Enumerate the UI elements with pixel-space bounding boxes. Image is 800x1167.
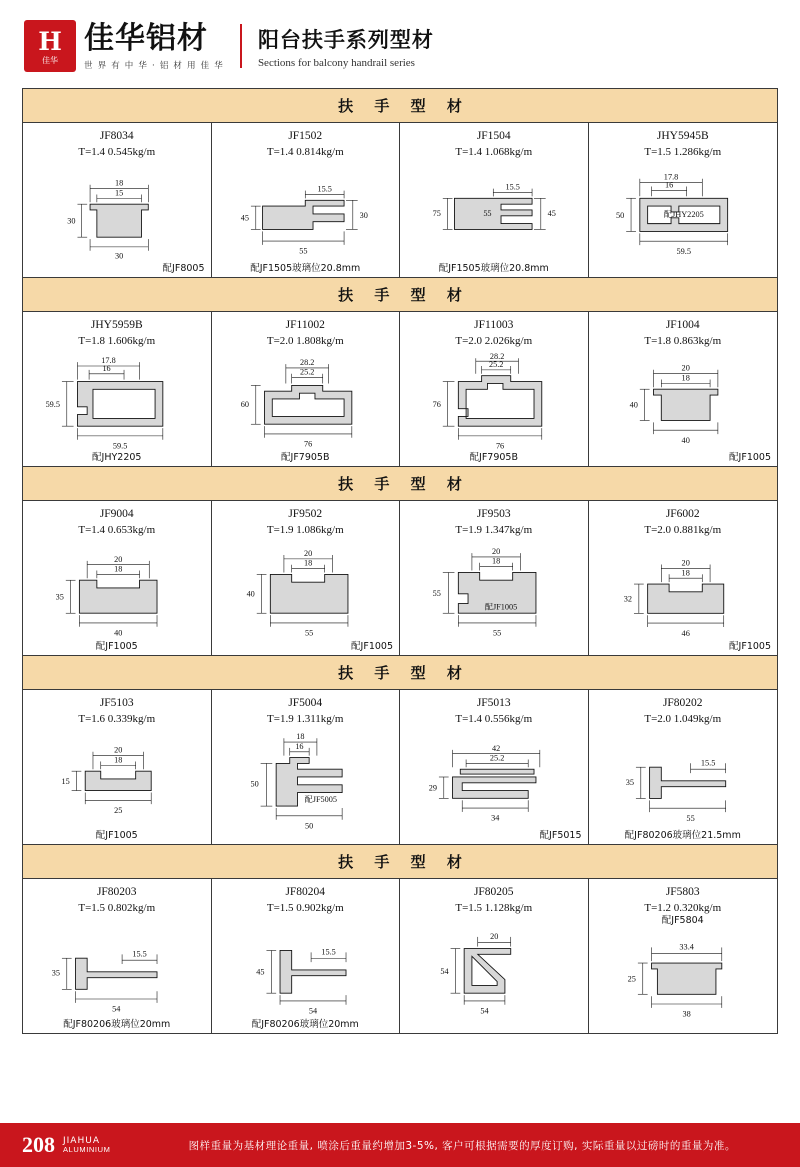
profile-figure [404,537,584,651]
svg-text:25.2: 25.2 [489,753,505,763]
profile-note: 配JF5015 [539,830,582,841]
svg-text:29: 29 [428,783,437,793]
svg-text:30: 30 [67,216,76,226]
profile-note: 配JF1505玻璃位20.8mm [250,263,361,274]
svg-text:15.5: 15.5 [320,947,336,957]
svg-text:17.8: 17.8 [101,356,116,366]
profile-code: JF80203 [96,886,137,898]
profile-spec: T=1.4 1.068kg/m [455,145,533,158]
svg-text:18: 18 [295,732,305,742]
svg-text:18: 18 [492,557,501,567]
svg-text:20: 20 [492,547,501,557]
svg-text:59.5: 59.5 [45,400,60,410]
svg-text:54: 54 [112,1004,121,1014]
footer-brand-en: ALUMINIUM [63,1144,111,1154]
svg-text:76: 76 [495,441,505,451]
company-slogan: 世 界 有 中 华 · 铝 材 用 佳 华 [84,60,224,71]
profile-figure [27,537,207,651]
svg-text:15.5: 15.5 [700,758,715,768]
page-title [258,24,776,69]
profile-code: JF5013 [476,697,511,709]
svg-text:54: 54 [480,1006,489,1016]
profile-spec: T=2.0 2.026kg/m [455,334,533,347]
profile-cell[interactable] [23,690,212,844]
svg-text:50: 50 [304,821,313,831]
profile-cell[interactable] [589,879,778,1033]
table-row [23,312,777,467]
profile-cell[interactable] [400,879,589,1033]
profile-note: 配JF1005 [729,452,771,463]
svg-text:55: 55 [298,247,307,257]
svg-text:33.4: 33.4 [678,942,694,952]
profile-spec: T=1.5 0.902kg/m [266,901,344,914]
svg-text:76: 76 [432,400,441,410]
svg-text:25: 25 [114,806,123,816]
profile-cell[interactable] [400,690,589,844]
svg-text:35: 35 [51,969,60,979]
svg-text:20: 20 [681,364,690,374]
svg-text:54: 54 [308,1006,317,1016]
profile-figure [216,348,396,462]
profile-note: 配JF1005 [351,641,393,652]
profile-figure [593,159,774,273]
svg-text:50: 50 [249,780,259,790]
profile-figure [27,348,207,462]
svg-text:38: 38 [682,1009,691,1019]
profile-spec: T=2.0 1.049kg/m [644,712,722,725]
table-row [23,123,777,278]
svg-text:45: 45 [255,968,265,978]
profile-figure [593,537,774,651]
profile-code: JF9004 [99,508,134,520]
svg-text:20: 20 [114,555,123,565]
svg-text:40: 40 [114,628,123,638]
profile-note: 配JF1505玻璃位20.8mm [438,263,549,274]
svg-text:75: 75 [432,209,441,219]
profile-spec: T=2.0 0.881kg/m [644,523,722,536]
profile-code: JF5103 [99,697,134,709]
svg-text:32: 32 [623,594,632,604]
svg-text:20: 20 [490,932,499,942]
table-row [23,501,777,656]
svg-text:50: 50 [615,211,624,221]
profile-spec: T=2.0 1.808kg/m [266,334,344,347]
svg-text:35: 35 [625,778,634,788]
profile-spec: T=1.2 0.320kg/m [644,901,722,914]
profile-spec: T=1.9 1.347kg/m [455,523,533,536]
profile-figure [27,159,207,273]
profile-figure [593,726,774,840]
profile-figure [27,915,207,1029]
profile-cell[interactable] [400,312,589,466]
profile-code: JF9503 [476,508,511,520]
profile-cell[interactable] [23,312,212,466]
profile-figure [404,726,584,840]
svg-text:15: 15 [115,188,124,198]
svg-text:35: 35 [55,593,64,603]
svg-text:34: 34 [491,814,500,824]
profile-spec: T=1.4 0.814kg/m [266,145,344,158]
profile-code: JF80202 [662,697,703,709]
profile-note: 配JF7905B [281,452,330,463]
profile-note: 配JHY2205 [92,452,142,463]
profile-figure [593,928,774,1029]
profile-figure [404,915,584,1029]
footer-disclaimer: 图样重量为基材理论重量, 喷涂后重量约增加3-5%, 客户可根据需要的厚度订购, 实际重量以过磅时的重量为准。 [125,1123,800,1167]
svg-text:18: 18 [681,373,690,383]
profile-cell[interactable] [589,501,778,655]
section-band: 扶 手 型 材 [23,656,777,690]
profile-code: JHY5959B [90,319,143,331]
profile-code: JF11003 [474,319,514,331]
profile-cell[interactable] [212,123,401,277]
svg-text:配JF5005: 配JF5005 [304,795,337,805]
company-name-block [84,22,224,71]
profile-figure [404,348,584,462]
profile-note: 配JF80206玻璃位20mm [63,1019,171,1030]
profile-spec: T=1.5 0.802kg/m [78,901,156,914]
svg-text:17.8: 17.8 [663,173,678,183]
svg-text:18: 18 [681,568,690,578]
profile-note: 配JF80206玻璃位21.5mm [624,830,741,841]
profile-cell[interactable] [212,501,401,655]
svg-text:54: 54 [440,967,449,977]
page-header [0,0,800,88]
profile-code: JF11002 [285,319,325,331]
svg-text:20: 20 [114,746,123,756]
section-band: 扶 手 型 材 [23,467,777,501]
svg-text:28.2: 28.2 [299,358,314,368]
svg-text:60: 60 [240,400,249,410]
svg-text:45: 45 [547,209,556,219]
svg-text:45: 45 [240,214,249,224]
profile-figure [216,915,396,1029]
logo-subtext: 佳华 [42,55,58,65]
section-band: 扶 手 型 材 [23,278,777,312]
svg-text:18: 18 [115,179,124,189]
profile-cell[interactable] [212,312,401,466]
profile-figure [404,159,584,273]
profile-code: JF1502 [288,130,323,142]
profile-spec: T=1.5 1.286kg/m [644,145,722,158]
profile-spec: T=1.4 0.653kg/m [78,523,156,536]
svg-text:18: 18 [114,564,123,574]
profile-figure [216,537,396,651]
profile-cell[interactable] [212,879,401,1033]
profile-spec: T=1.4 0.556kg/m [455,712,533,725]
profile-cell[interactable] [589,690,778,844]
profile-cell[interactable] [23,879,212,1033]
footer-brand [0,1123,125,1167]
svg-text:16: 16 [664,180,673,190]
profile-spec: T=1.9 1.086kg/m [266,523,344,536]
svg-text:40: 40 [246,590,255,600]
svg-text:28.2: 28.2 [489,352,505,362]
svg-text:18: 18 [303,559,312,569]
svg-text:25.2: 25.2 [488,360,504,370]
profile-code: JF80205 [473,886,514,898]
profile-spec: T=1.5 1.128kg/m [455,901,533,914]
profile-figure [216,726,396,840]
profile-cell[interactable] [400,123,589,277]
svg-text:55: 55 [685,814,695,824]
table-row [23,690,777,845]
profile-figure [216,159,396,273]
profile-spec: T=1.8 0.863kg/m [644,334,722,347]
svg-text:55: 55 [432,589,441,599]
svg-text:20: 20 [681,558,690,568]
company-name-cn: 佳华铝材 [84,20,208,56]
header-divider [240,24,242,68]
page-number: 208 [22,1132,55,1157]
profile-table [22,88,778,1034]
section-band: 扶 手 型 材 [23,845,777,879]
svg-text:15.5: 15.5 [132,949,147,959]
page-title-en: Sections for balcony handrail series [257,56,415,69]
svg-text:40: 40 [681,436,690,446]
profile-figure [27,726,207,840]
profile-note-inline: 配JF5804 [661,915,704,927]
profile-code: JF5004 [288,697,323,709]
footer-brand-cn: JIAHUA [63,1135,100,1146]
svg-text:18: 18 [114,755,123,765]
svg-text:配JF1005: 配JF1005 [484,602,518,612]
company-logo-mark [24,20,76,72]
section-band: 扶 手 型 材 [23,89,777,123]
logo-monogram: H [38,26,62,56]
svg-text:55: 55 [483,209,492,219]
svg-text:55: 55 [304,628,313,638]
profile-code: JF9502 [288,508,323,520]
svg-text:配JHY2205: 配JHY2205 [663,210,704,220]
profile-note: 配JF7905B [469,452,518,463]
profile-cell[interactable] [23,501,212,655]
page-title-cn: 阳台扶手系列型材 [257,27,434,52]
svg-text:59.5: 59.5 [675,247,691,257]
svg-text:25.2: 25.2 [299,368,314,378]
svg-text:16: 16 [294,742,304,752]
profile-spec: T=1.4 0.545kg/m [78,145,156,158]
svg-text:46: 46 [681,629,690,639]
svg-text:59.5: 59.5 [112,441,128,451]
svg-text:40: 40 [629,401,638,411]
svg-text:15.5: 15.5 [316,184,332,194]
profile-cell[interactable] [23,123,212,277]
profile-cell[interactable] [589,123,778,277]
profile-spec: T=1.6 0.339kg/m [78,712,156,725]
profile-note: 配JF1005 [729,641,771,652]
svg-text:55: 55 [493,628,502,638]
svg-text:25: 25 [627,974,636,984]
svg-text:76: 76 [303,439,312,449]
profile-code: JF1004 [665,319,700,331]
profile-code: JHY5945B [656,130,709,142]
profile-cell[interactable] [589,312,778,466]
profile-note: 配JF1005 [95,830,138,841]
profile-code: JF80204 [285,886,326,898]
profile-note: 配JF8005 [162,263,205,274]
svg-text:42: 42 [492,744,501,754]
profile-code: JF8034 [99,130,134,142]
profile-figure [593,348,774,462]
profile-cell[interactable] [400,501,589,655]
svg-text:15.5: 15.5 [505,182,520,192]
page-footer [0,1123,800,1167]
profile-note: 配JF1005 [95,641,138,652]
svg-text:15: 15 [61,777,70,787]
profile-cell[interactable] [212,690,401,844]
profile-code: JF1504 [476,130,511,142]
svg-text:20: 20 [303,549,312,559]
svg-text:30: 30 [359,211,368,221]
svg-text:16: 16 [102,364,111,374]
profile-code: JF6002 [665,508,700,520]
profile-spec: T=1.8 1.606kg/m [78,334,156,347]
table-row [23,879,777,1034]
profile-spec: T=1.9 1.311kg/m [267,712,344,725]
svg-text:30: 30 [115,251,124,261]
profile-note: 配JF80206玻璃位20mm [251,1019,359,1030]
profile-code: JF5803 [665,886,700,898]
